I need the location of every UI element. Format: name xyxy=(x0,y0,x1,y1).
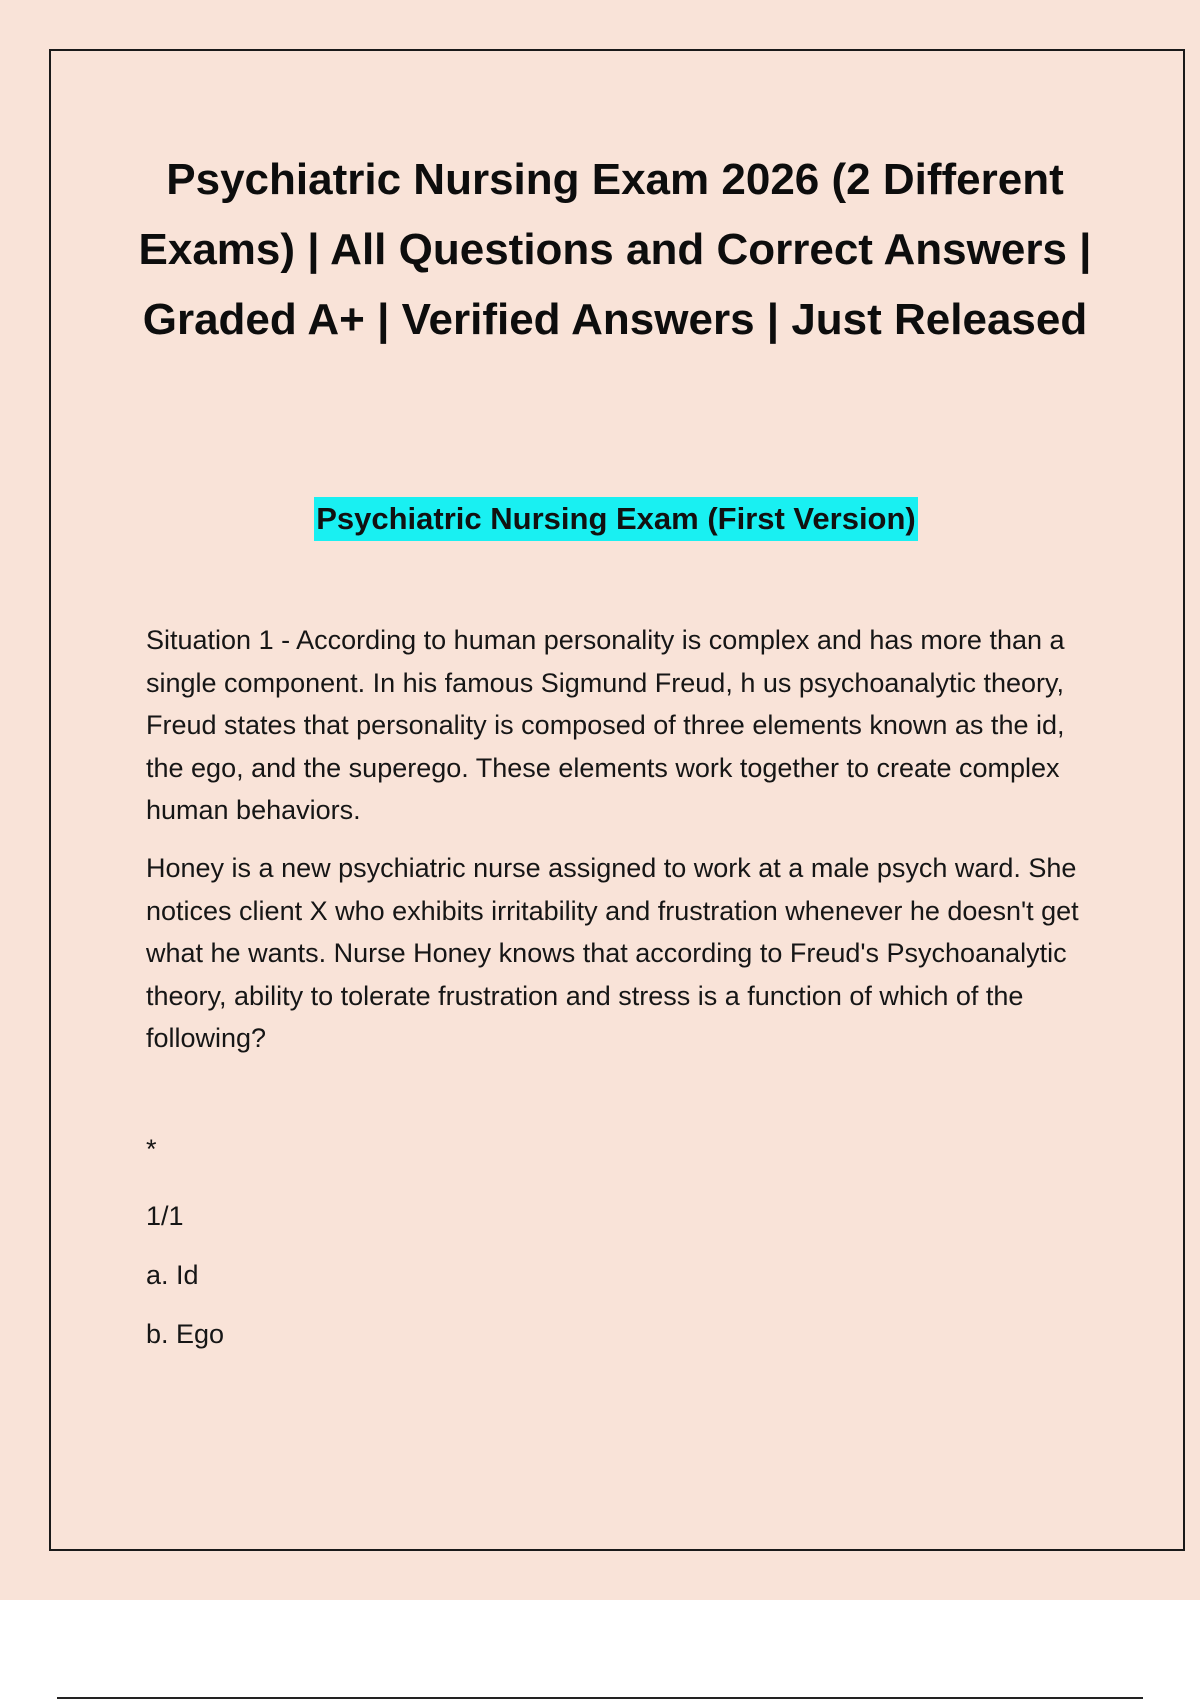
answer-option-b[interactable]: b. Ego xyxy=(146,1319,225,1349)
section-heading-wrapper xyxy=(0,497,1200,541)
footer-divider xyxy=(57,1697,1143,1699)
required-marker: * xyxy=(146,1134,157,1164)
question-paragraph: Honey is a new psychiatric nurse assigned to work at a male psych ward. She notices client X who exhibits irritability and frustration whenever he doesn't get what he wants. Nurse Honey knows that according to Freud's Psychoanalytic theory, ability to tolerate frustration and stress is a function of which of the following? xyxy=(146,853,1079,1053)
answer-option-a[interactable]: a. Id xyxy=(146,1260,199,1290)
situation-paragraph: Situation 1 - According to human personality is complex and has more than a single component. In his famous Sigmund Freud, h us psychoanalytic theory, Freud states that personality is composed of three elements known as the id, the ego, and the superego. These elements work together to create complex human behaviors. xyxy=(146,625,1065,825)
question-score: 1/1 xyxy=(146,1201,184,1231)
section-heading: Psychiatric Nursing Exam (First Version) xyxy=(314,497,918,541)
document-title: Psychiatric Nursing Exam 2026 (2 Different Exams) | All Questions and Correct Answers | Graded A+ | Verified Answers | Just Released xyxy=(138,155,1092,344)
